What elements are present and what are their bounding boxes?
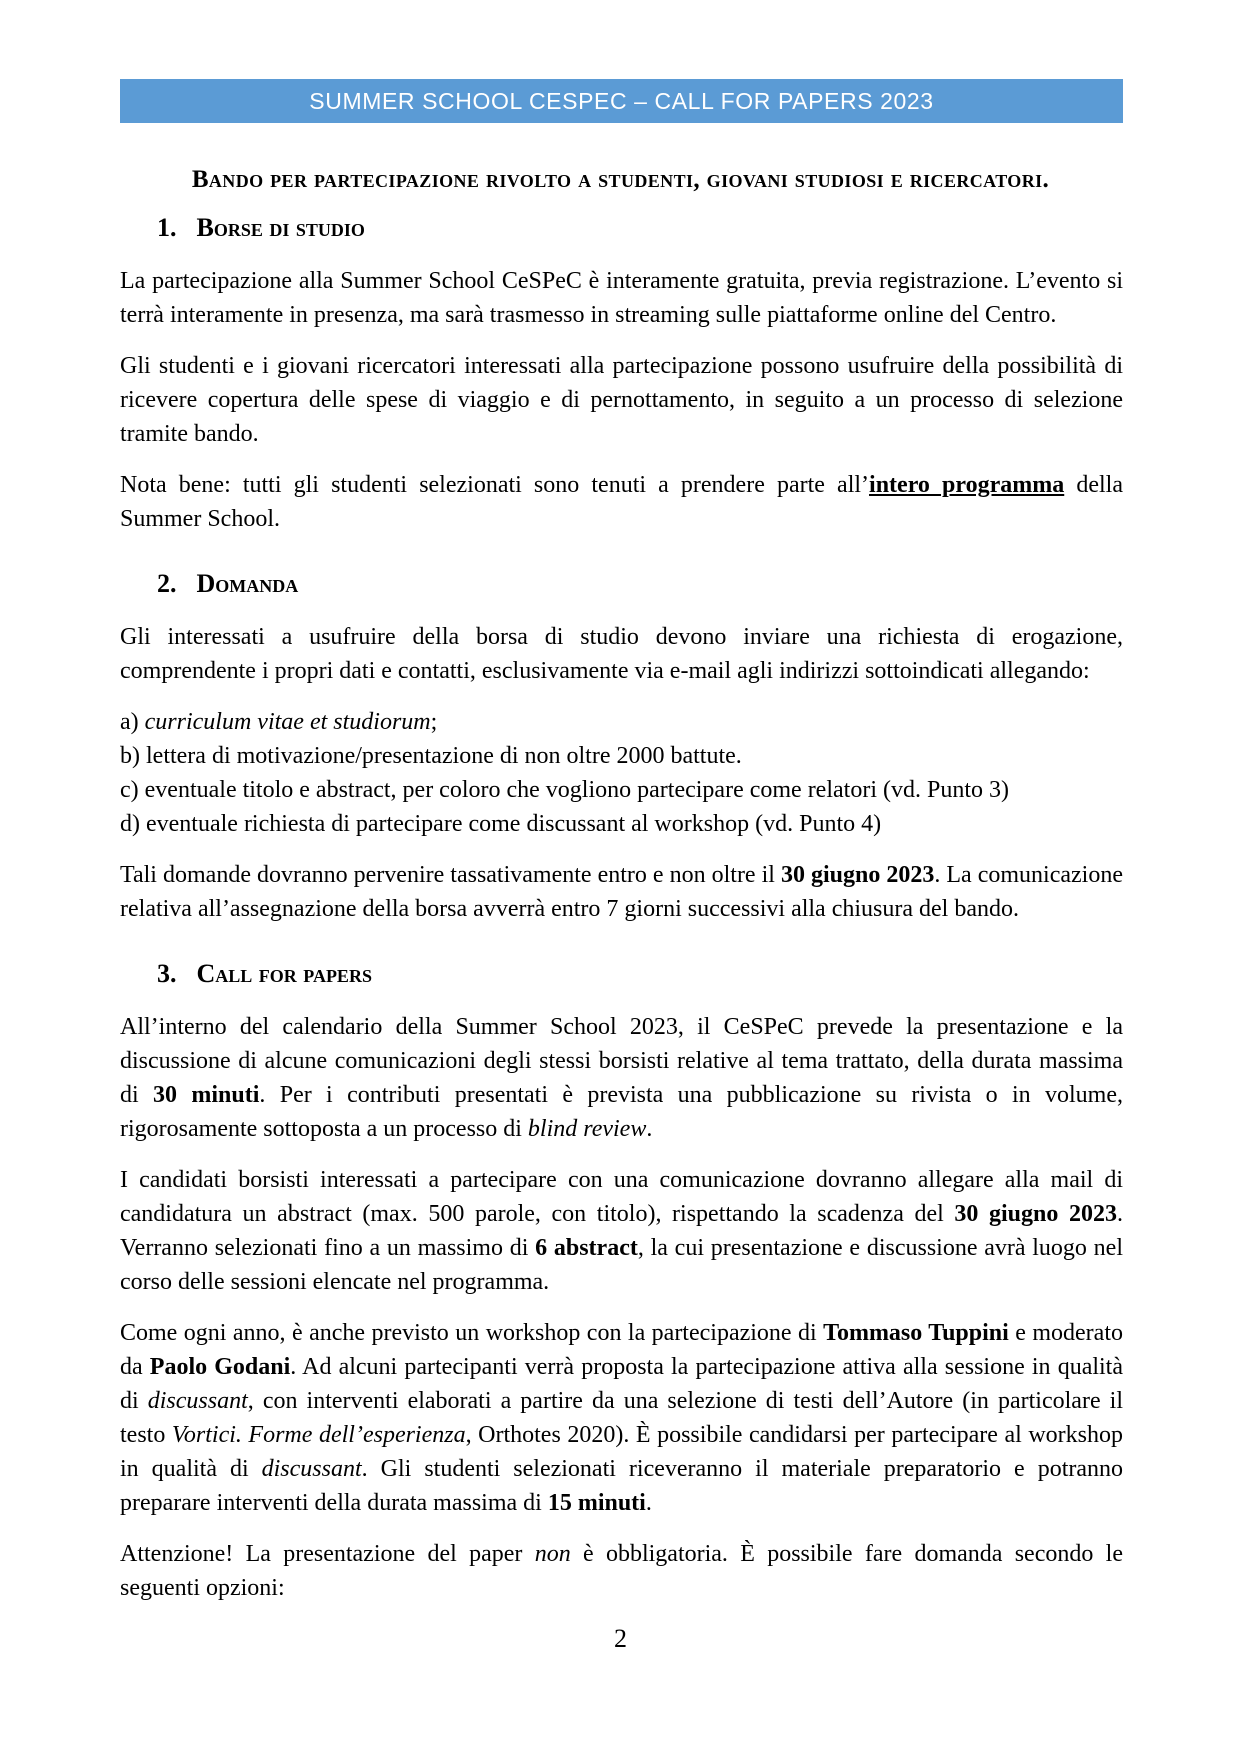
banner-title: SUMMER SCHOOL CESPEC – CALL FOR PAPERS 2023	[309, 87, 934, 114]
paragraph-copertura-spese	[120, 349, 1123, 451]
text-segment: a)	[120, 709, 145, 735]
text-segment: discussant	[147, 1388, 248, 1414]
section-label: Call for papers	[196, 959, 372, 988]
text-segment: Gli interessati a usufruire della borsa di studio devono inviare una richiesta di erogazione, comprendente i propri dati e contatti, esclusivamente via e-mail agli indirizzi sottoindicati allegando:	[120, 624, 1123, 684]
text-segment: 30 giugno 2023	[954, 1201, 1117, 1227]
section-label: Domanda	[196, 569, 299, 598]
text-segment: Attenzione! La presentazione del paper	[120, 1541, 535, 1567]
text-segment: intero programma	[869, 472, 1065, 498]
list-item-d	[120, 807, 1123, 841]
paragraph-attenzione-opzioni	[120, 1537, 1123, 1605]
text-segment: è obbligatoria. È possibile fare domanda secondo le seguenti opzioni:	[120, 1541, 1123, 1601]
text-segment: . Verranno selezionati fino a un massimo di	[120, 1201, 1123, 1261]
text-segment: Gli studenti e i giovani ricercatori interessati alla partecipazione possono usufruire della possibilità di ricevere copertura delle spese di viaggio e di pernottamento, in seguito a un processo di selezione tramite bando.	[120, 353, 1123, 447]
list-item-c	[120, 773, 1123, 807]
text-segment: b) lettera di motivazione/presentazione di non oltre 2000 battute.	[120, 743, 742, 769]
text-segment: Tommaso Tuppini	[823, 1320, 1009, 1346]
list-item-b	[120, 739, 1123, 773]
text-segment: 6 abstract	[535, 1235, 638, 1261]
text-segment: Paolo Godani	[149, 1354, 291, 1380]
text-segment: 15 minuti	[547, 1490, 646, 1516]
paragraph-workshop-discussant	[120, 1316, 1123, 1520]
section-number: 2.	[157, 569, 177, 598]
text-segment: . Ad alcuni partecipanti verrà proposta la partecipazione attiva alla sessione in qualità di	[120, 1354, 1123, 1414]
document-title: Bando per partecipazione rivolto a studenti, giovani studiosi e ricercatori.	[191, 166, 1050, 193]
text-segment: discussant	[261, 1456, 362, 1482]
section-heading-domanda	[120, 553, 1123, 601]
paragraph-nota-bene	[120, 468, 1123, 536]
text-segment: . Per i contributi presentati è prevista una pubblicazione su rivista o in volume, rigorosamente sottoposta a un processo di	[120, 1082, 1123, 1142]
text-segment: Tali domande dovranno pervenire tassativamente entro e non oltre il	[120, 862, 781, 888]
section-number: 1.	[157, 213, 177, 242]
section-number: 3.	[157, 959, 177, 988]
paragraph-scadenza-domande	[120, 858, 1123, 926]
text-segment: d) eventuale richiesta di partecipare come discussant al workshop (vd. Punto 4)	[120, 811, 882, 837]
text-segment: della Summer School.	[120, 472, 1123, 532]
text-segment: . La comunicazione relativa all’assegnazione della borsa avverrà entro 7 giorni successivi alla chiusura del bando.	[120, 862, 1123, 922]
list-item-a	[120, 705, 1123, 739]
text-segment: ;	[430, 709, 438, 735]
text-segment: . Gli studenti selezionati riceveranno il materiale preparatorio e potranno preparare interventi della durata massima di	[120, 1456, 1123, 1516]
text-segment: .	[646, 1116, 653, 1142]
text-segment: Come ogni anno, è anche previsto un workshop con la partecipazione di	[120, 1320, 824, 1346]
text-segment: , Orthotes 2020). È possibile candidarsi per partecipare al workshop in qualità di	[120, 1422, 1124, 1482]
paragraph-richiesta-erogazione	[120, 620, 1123, 688]
text-segment: La partecipazione alla Summer School CeSPeC è interamente gratuita, previa registrazione. L’evento si terrà interamente in presenza, ma sarà trasmesso in streaming sulle piattaforme online del Centro.	[120, 268, 1123, 328]
text-segment: , con interventi elaborati a partire da una selezione di testi dell’Autore (in particolare il testo	[120, 1388, 1123, 1448]
text-segment: I candidati borsisti interessati a partecipare con una comunicazione dovranno allegare alla mail di candidatura un abstract (max. 500 parole, con titolo), rispettando la scadenza del	[120, 1167, 1123, 1227]
section-label: Borse di studio	[196, 213, 365, 242]
section-heading-call-for-papers	[120, 943, 1123, 991]
section-heading-borse-di-studio	[120, 197, 1123, 245]
text-segment: c) eventuale titolo e abstract, per coloro che vogliono partecipare come relatori (vd. Punto 3)	[120, 777, 1009, 803]
text-segment: e moderato da	[120, 1320, 1123, 1380]
text-segment: 30 giugno 2023	[780, 862, 935, 888]
text-segment: non	[534, 1541, 571, 1567]
text-segment: curriculum vitae et studiorum	[144, 709, 431, 735]
attachment-list	[120, 705, 1123, 841]
text-segment: blind review	[527, 1116, 647, 1142]
text-segment: Nota bene: tutti gli studenti selezionati sono tenuti a prendere parte all’	[120, 472, 870, 498]
paragraph-calendario-comunicazioni	[120, 1010, 1123, 1146]
text-segment: , la cui presentazione e discussione avrà luogo nel corso delle sessioni elencate nel programma.	[120, 1235, 1123, 1295]
paragraph-abstract-candidatura	[120, 1163, 1123, 1299]
text-segment: Vortici. Forme dell’esperienza	[171, 1422, 466, 1448]
document-body	[120, 197, 1123, 1605]
paragraph-partecipazione-gratuita	[120, 264, 1123, 332]
text-segment: 30 minuti	[153, 1082, 260, 1108]
page-footer	[0, 1622, 1241, 1656]
page-number: 2	[614, 1624, 627, 1653]
text-segment: .	[645, 1490, 652, 1516]
header-banner	[120, 79, 1123, 123]
text-segment: All’interno del calendario della Summer School 2023, il CeSPeC prevede la presentazione e la discussione di alcune comunicazioni degli stessi borsisti relative al tema trattato, della durata massima di	[120, 1014, 1123, 1108]
